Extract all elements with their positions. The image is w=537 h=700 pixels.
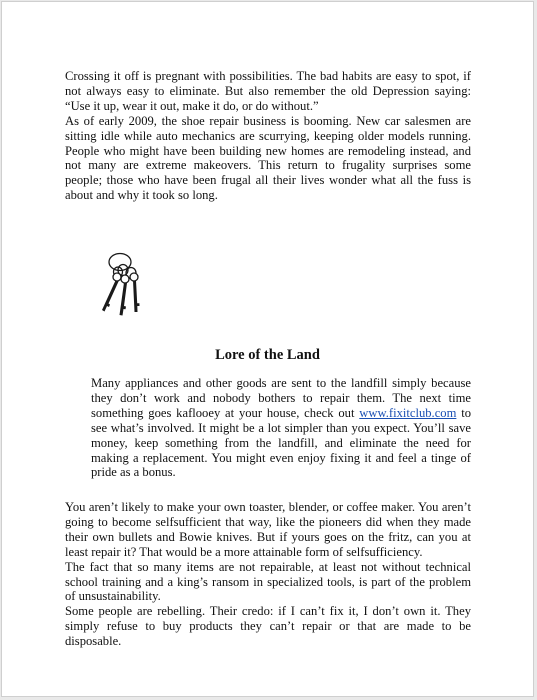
callout-box xyxy=(91,376,471,480)
callout-text-end: to see what’s involved. It might be a lot simpler than you expect. You’ll save money, keep something from the landfill, and eliminate the need for making a replacement. You might even enjoy fixing it and feel a tinge of pride as a bonus. xyxy=(91,405,471,480)
callout-text-start: Many appliances and other goods are sent to the landfill simply because they don’t work and nobody bothers to repair them. The next time something goes kaflooey at your house, check out xyxy=(91,376,471,420)
keys-icon xyxy=(98,246,146,318)
callout-paragraph xyxy=(91,376,471,480)
fixitclub-link[interactable]: www.fixitclub.com xyxy=(359,405,457,420)
intro-paragraph-2: As of early 2009, the shoe repair business is booming. New car salesmen are sitting idle while auto mechanics are scurrying, keeping older models running. People who might have been building new homes are remodeling instead, and not many are extreme makeovers. This return to frugality surprises some people; those who have been frugal all their lives wonder what all the fuss is about and why it took so long. xyxy=(65,113,471,203)
section-title: Lore of the Land xyxy=(215,347,320,363)
intro-paragraph-1: Crossing it off is pregnant with possibilities. The bad habits are easy to spot, if not always easy to eliminate. But also remember the old Depression saying: “Use it up, wear it out, make it do, or do without.” xyxy=(65,69,471,113)
body-section xyxy=(65,500,471,649)
body-paragraph-3: Some people are rebelling. Their credo: if I can’t fix it, I don’t own it. They simply refuse to buy products they can’t repair or that are made to be disposable. xyxy=(65,604,471,649)
body-paragraph-1: You aren’t likely to make your own toaster, blender, or coffee maker. You aren’t going to become selfsufficient that way, like the pioneers did when they made their own bullets and Bowie knives. But if yours goes on the fritz, can you at least repair it? That would be a more attainable form of selfsufficiency. xyxy=(65,500,471,559)
intro-section xyxy=(65,69,471,203)
document-page xyxy=(1,1,534,697)
body-paragraph-2: The fact that so many items are not repairable, at least not without technical school training and a king’s ransom in specialized tools, is part of the problem of unsustainability. xyxy=(65,559,471,604)
